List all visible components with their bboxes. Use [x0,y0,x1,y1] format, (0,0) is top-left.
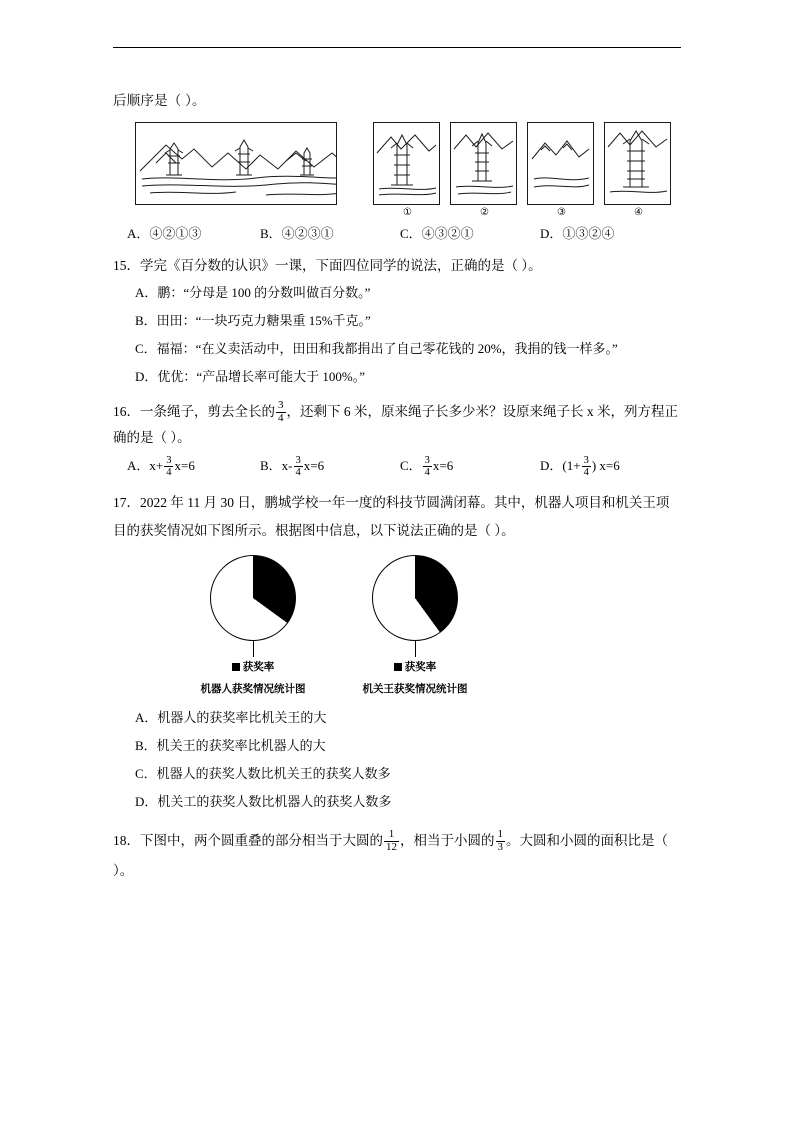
q16-option-a-num: 3 [166,454,172,466]
q16-option-d-fraction [582,455,591,478]
q15-number: 15． [113,258,140,273]
pie-mk-label-40: 40% [390,582,412,594]
pie-robot-legend-label: 获奖率 [242,662,275,673]
q14-stem-tail: 后顺序是（ ）。 [113,93,206,108]
pie-mk-legend-label: 获奖率 [404,662,437,673]
q16-option-c-fraction [423,455,432,478]
q14-option-d[interactable]: D．①③②④ [540,226,615,241]
q18-number: 18． [113,833,140,848]
q17-figure [113,555,681,696]
q16-option-c-num: 3 [424,454,430,466]
q17-number: 17． [113,495,140,510]
q17-option-a[interactable]: A．机器人的获奖率比机关王的大 [135,710,327,725]
q16-option-d-den: 4 [583,466,589,478]
q16-option-b-post: x=6 [303,458,325,473]
q18-stem-part1: 下图中，两个圆重叠的部分相当于大圆的 [140,833,383,848]
q18-frac1-num: 1 [388,828,395,841]
q16-stem [113,399,681,451]
q14-panel-4 [604,122,671,205]
tower-near-icon [606,123,669,202]
pie-chart-machineking [372,555,458,641]
pie-mk-caption: 机关王获奖情况统计图 [362,684,468,695]
q14-panel-group [373,122,681,221]
q16-option-a-fraction [164,455,173,478]
landscape-scene-icon [136,123,337,202]
q18-stem-part3: 。大圆和小圆的面积比是（ ）。 [113,833,668,878]
mountains-far-icon [529,123,592,202]
q14-panel-2 [450,122,517,205]
q18-fraction-2 [496,829,506,853]
q16-option-b-fraction [294,455,303,478]
q14-panel-3-label: ③ [557,207,566,218]
q16-fraction-numerator: 3 [278,399,284,412]
q16-option-c-den: 4 [424,466,430,478]
q17-stem-text: 2022 年 11 月 30 日，鹏城学校一年一度的科技节圆满闭幕。其中，机器人项目和机关王项目的获奖情况如下图所示。根据图中信息，以下说法正确的是（ ）。 [113,495,670,538]
q16-stem-part2: ，还剩下 6 米，原来绳子长多少米？设原来绳子长 x 米，列方程正确的是（ ）。 [113,404,678,445]
q14-panel-4-label: ④ [634,207,643,218]
q16-option-d-pre: D．(1+ [540,458,581,473]
q15-option-d[interactable]: D．优优：“产品增长率可能大于 100%。” [135,369,366,384]
q17-option-d[interactable]: D．机关工的获奖人数比机器人的获奖人数多 [135,794,392,809]
pie-mk-label-60: 60% [418,588,440,600]
q16-option-b[interactable] [260,451,400,481]
q16-option-a-den: 4 [166,466,172,478]
q17-stem [113,489,681,545]
q14-options [113,221,681,247]
q16-option-c[interactable] [400,451,540,481]
q15-option-b[interactable]: B．田田：“一块巧克力糖果重 15%千克。” [135,313,371,328]
legend-swatch-icon [394,663,402,671]
q16-stem-part1: 一条绳子，剪去全长的 [140,404,275,419]
q15-stem [113,253,681,279]
q16-option-b-den: 4 [295,466,301,478]
q18-stem-part2: ，相当于小圆的 [400,833,495,848]
q16-option-a[interactable] [127,451,260,481]
pie-robot-label-35: 35% [227,582,249,594]
tower-medium-icon [452,123,515,202]
q18-stem [113,826,681,886]
q14-panel-4-wrap [604,122,673,221]
q14-option-b[interactable]: B．④②③① [260,226,334,241]
q14-option-a[interactable]: A．④②①③ [127,226,202,241]
q14-panel-1-wrap [373,122,442,221]
q16-option-a-pre: A．x+ [127,458,164,473]
pie-robot-caption: 机器人获奖情况统计图 [200,684,306,695]
q15-option-c[interactable]: C．福福：“在义卖活动中，田田和我都捐出了自己零花钱的 20%，我捐的钱一样多。” [135,341,618,356]
q17-chart-2 [345,555,485,696]
q16-fraction [276,400,286,424]
q14-panel-large [135,122,337,205]
q15-option-a[interactable]: A．鹏：“分母是 100 的分数叫做百分数。” [135,285,371,300]
q16-option-c-post: x=6 [432,458,454,473]
q14-panel-2-wrap [450,122,519,221]
pie-robot-label-65: 65% [255,586,277,598]
q18-frac2-num: 1 [497,828,503,841]
q14-panel-1-label: ① [403,207,412,218]
q16-option-d[interactable] [540,451,620,481]
q16-option-b-pre: B．x- [260,458,293,473]
pie-chart-robot [210,555,296,641]
q14-figure [113,122,681,221]
q17-option-c[interactable]: C．机器人的获奖人数比机关王的获奖人数多 [135,766,391,781]
q16-fraction-denominator: 4 [278,411,284,424]
pie-robot-legend [183,659,323,674]
q16-options [113,451,681,481]
q14-panel-2-label: ② [480,207,489,218]
q14-option-c[interactable]: C．④③②① [400,226,474,241]
q18-frac2-den: 3 [497,840,503,853]
q15-stem-text: 学完《百分数的认识》一课，下面四位同学的说法，正确的是（ ）。 [140,258,542,273]
q16-option-c-pre: C． [400,458,422,473]
q16-number: 16． [113,404,140,419]
header-rule [113,47,681,48]
q16-option-a-post: x=6 [174,458,195,473]
q17-option-b[interactable]: B．机关王的获奖率比机器人的大 [135,738,326,753]
q16-option-b-num: 3 [295,454,301,466]
q14-panel-3-wrap [527,122,596,221]
q14-panel-3 [527,122,594,205]
q16-option-d-num: 3 [583,454,589,466]
q14-panel-1 [373,122,440,205]
pie-robot-stem [253,641,254,657]
q16-option-d-post: ) x=6 [591,458,620,473]
tower-close-icon [375,123,438,202]
legend-swatch-icon [232,663,240,671]
q18-fraction-1 [384,829,399,853]
q17-chart-1 [183,555,323,696]
pie-mk-legend [345,659,485,674]
pie-mk-stem [415,641,416,657]
document-content [113,86,681,886]
q18-frac1-den: 12 [386,840,397,853]
